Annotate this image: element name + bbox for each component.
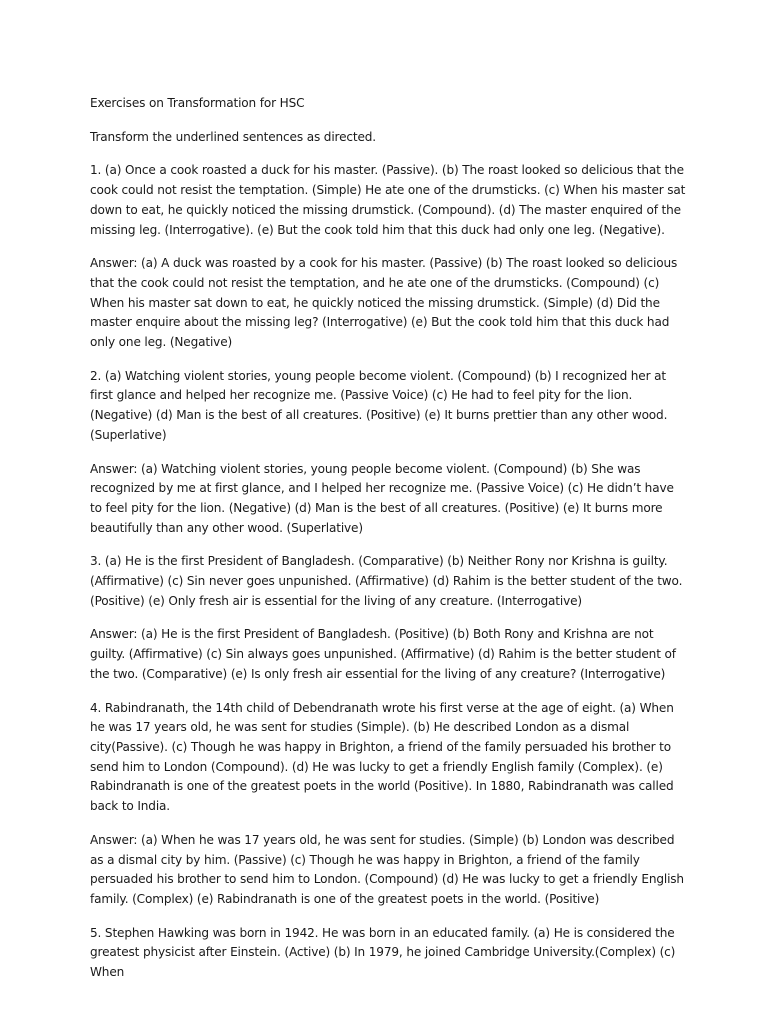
- exercise-3-question: 3. (a) He is the first President of Bangladesh. (Comparative) (b) Neither Rony nor Krishna is guilty. (Affirmative) (c) Sin never goes unpunished. (Affirmative) (d) Rahim is the better student of the two. (Positive) (e) Only fresh air is essential for the living of any creature. (Interrogative): [90, 554, 683, 608]
- exercise-1-answer: Answer: (a) A duck was roasted by a cook for his master. (Passive) (b) The roast looked so delicious that the cook could not resist the temptation, and he ate one of the drumsticks. (Compound) (c) When his master sat down to eat, he quickly noticed the missing drumstick. (Simple) (d) Did the master enquire about the missing leg? (Interrogative) (e) But the cook told him that this duck had only one leg. (Negative): [90, 256, 678, 350]
- exercise-2-question: 2. (a) Watching violent stories, young people become violent. (Compound) (b) I recognized her at first glance and helped her recognize me. (Passive Voice) (c) He had to feel pity for the lion. (Negative) (d) Man is the best of all creatures. (Positive) (e) It burns prettier than any other wood. (Superlative): [90, 368, 668, 442]
- document-body: [90, 94, 686, 997]
- exercise-5-question: 5. Stephen Hawking was born in 1942. He was born in an educated family. (a) He is considered the greatest physicist after Einstein. (Active) (b) In 1979, he joined Cambridge University.(Complex) (c) When: [90, 925, 676, 980]
- exercise-2-answer: Answer: (a) Watching violent stories, young people become violent. (Compound) (b) She was recognized by me at first glance, and I helped her recognize me. (Passive Voice) (c) He didn’t have to feel pity for the lion. (Negative) (d) Man is the best of all creatures. (Positive) (e) It burns more beautifully than any other wood. (Superlative): [90, 461, 674, 535]
- exercise-1-question: 1. (a) Once a cook roasted a duck for his master. (Passive). (b) The roast looked so delicious that the cook could not resist the temptation. (Simple) He ate one of the drumsticks. (c) When his master sat down to eat, he quickly noticed the missing drumstick. (Compound). (d) The master enquired of the missing leg. (Interrogative). (e) But the cook told him that this duck had only one leg. (Negative).: [90, 163, 686, 237]
- document-instruction: Transform the underlined sentences as directed.: [90, 129, 376, 144]
- document-title: Exercises on Transformation for HSC: [90, 96, 305, 110]
- exercise-4-answer: Answer: (a) When he was 17 years old, he was sent for studies. (Simple) (b) London was described as a dismal city by him. (Passive) (c) Though he was happy in Brighton, a friend of the family persuaded his brother to send him to London. (Compound) (d) He was lucky to get a friendly English family. (Complex) (e) Rabindranath is one of the greatest poets in the world. (Positive): [90, 832, 684, 906]
- exercise-4-question: 4. Rabindranath, the 14th child of Debendranath wrote his first verse at the age of eight. (a) When he was 17 years old, he was sent for studies (Simple). (b) He described London as a dismal city(Passive). (c) Though he was happy in Brighton, a friend of the family persuaded his brother to send him to London (Compound). (d) He was lucky to get a friendly English family (Complex). (e) Rabindranath is one of the greatest poets in the world (Positive). In 1880, Rabindranath was called back to India.: [90, 700, 674, 814]
- exercise-3-answer: Answer: (a) He is the first President of Bangladesh. (Positive) (b) Both Rony and Krishna are not guilty. (Affirmative) (c) Sin always goes unpunished. (Affirmative) (d) Rahim is the better student of the two. (Comparative) (e) Is only fresh air essential for the living of any creature? (Interrogative): [90, 627, 676, 681]
